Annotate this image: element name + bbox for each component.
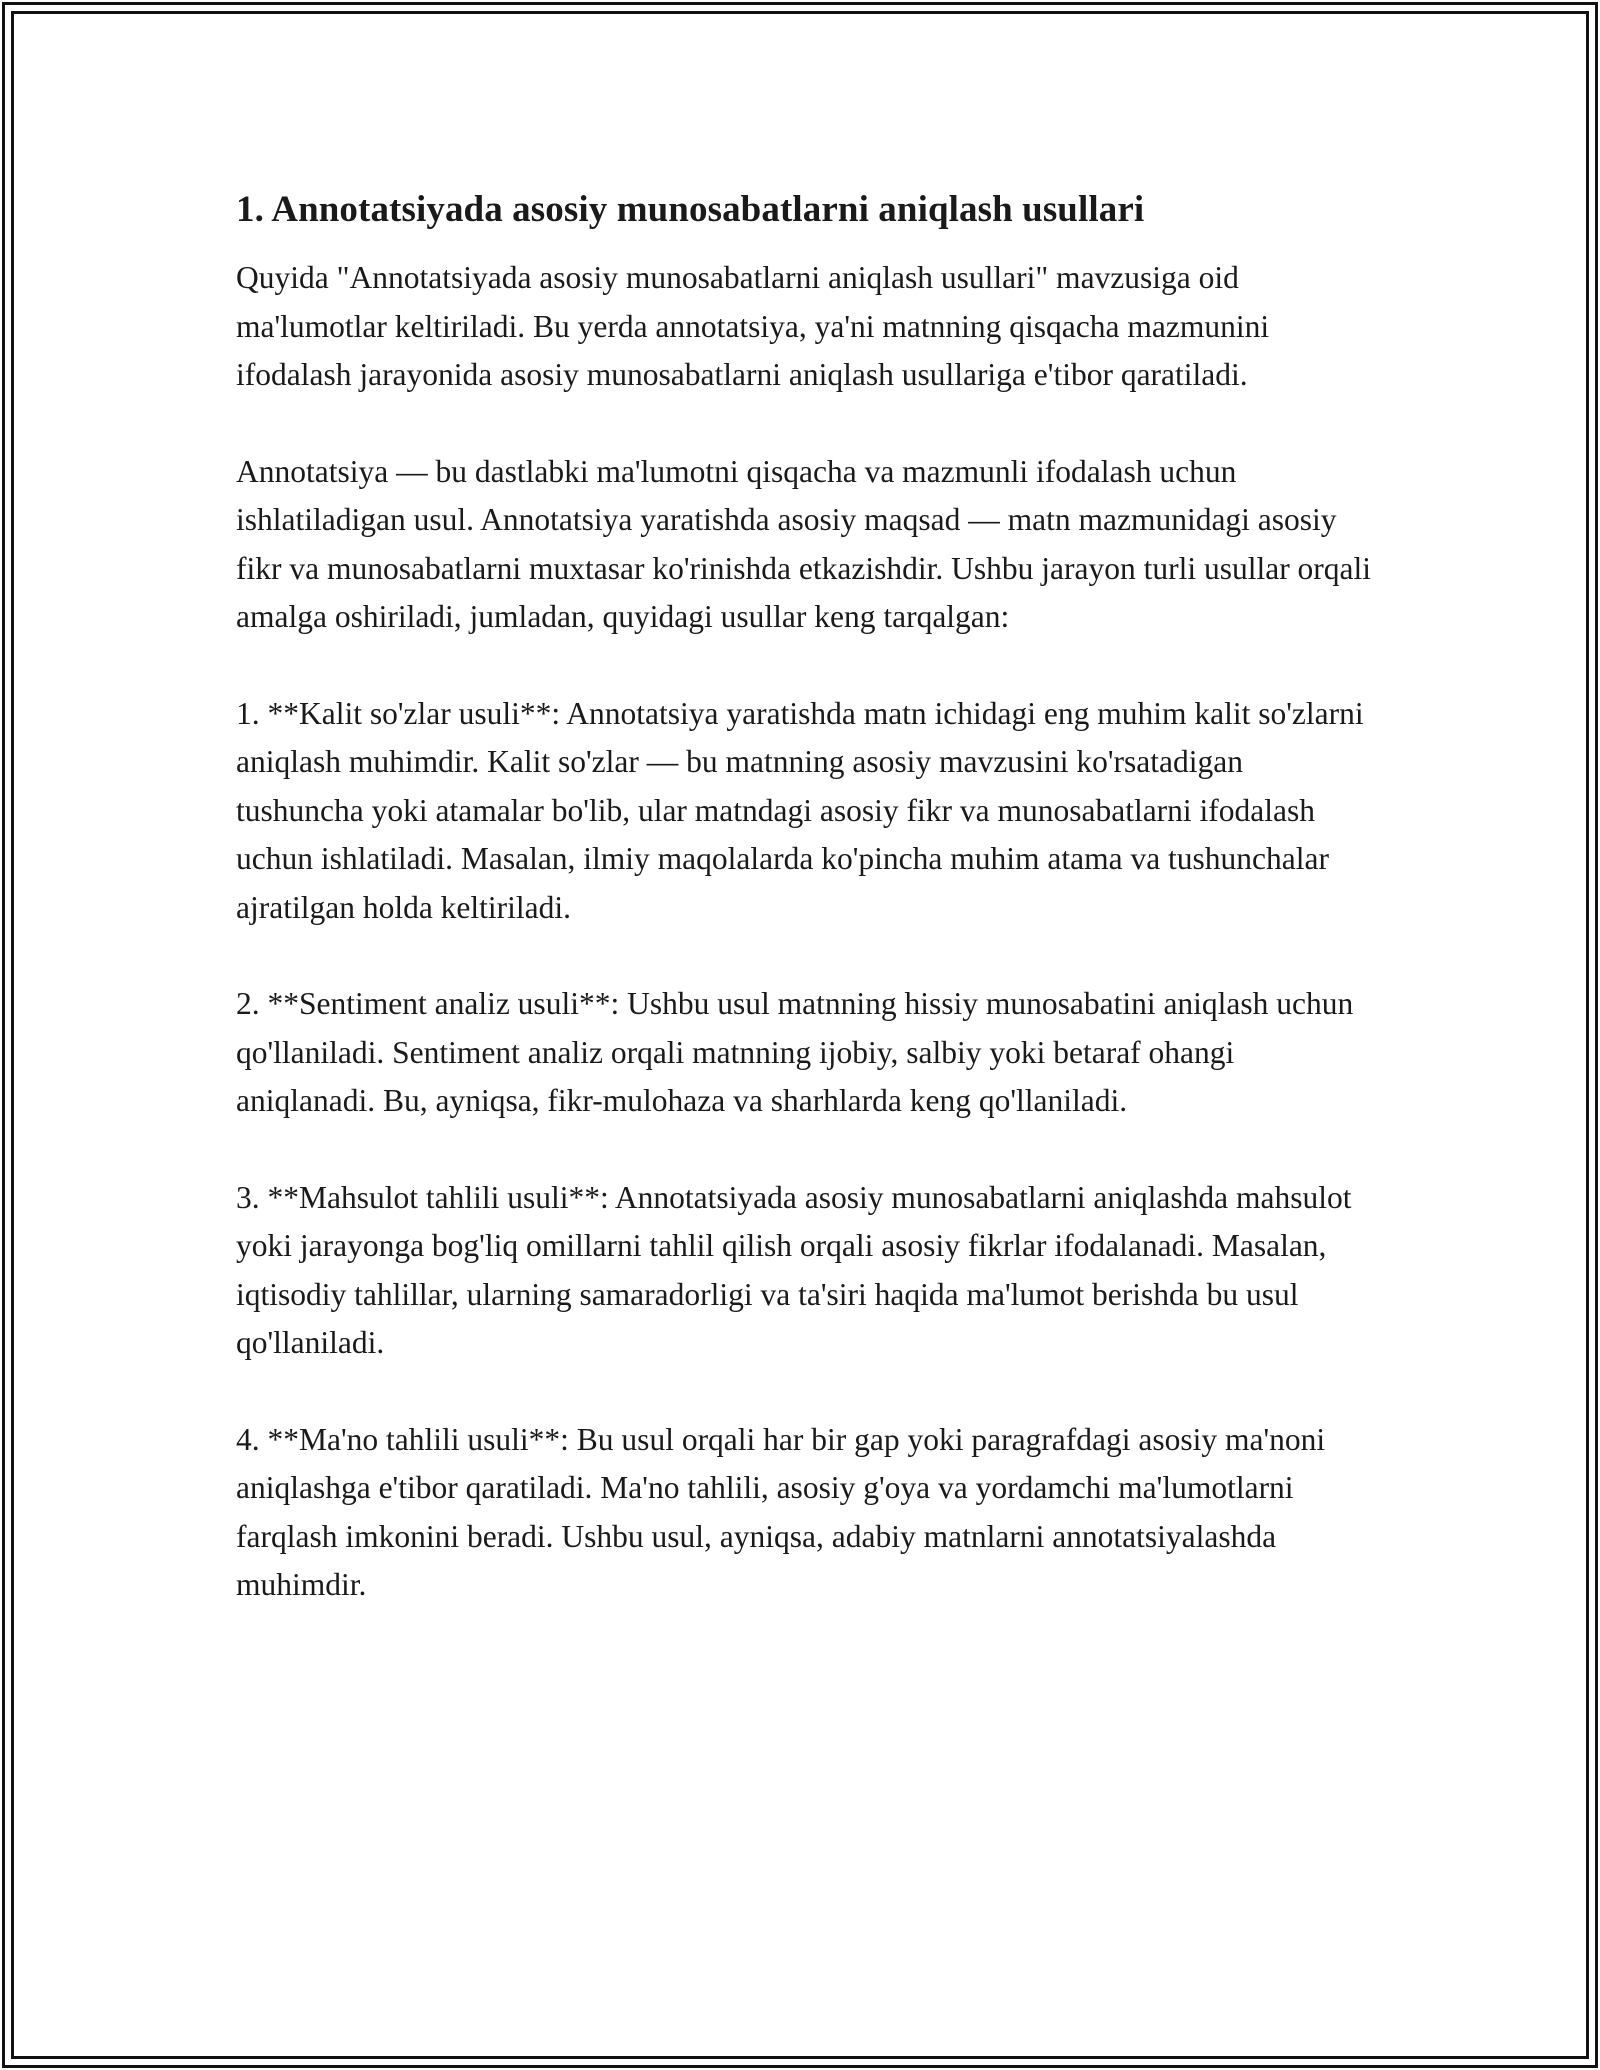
page-title: 1. Annotatsiyada asosiy munosabatlarni aniqlash usullari: [236, 189, 1145, 230]
method-keywords-paragraph: 1. **Kalit so'zlar usuli**: Annotatsiya yaratishda matn ichidagi eng muhim kalit so'zlarni aniqlash muhimdir. Kalit so'zlar — bu matnning asosiy mavzusini ko'rsatadigan tushuncha yoki atamalar bo'lib, ular matndagi asosiy fikr va munosabatlarni ifodalash uchun ishlatiladi. Masalan, ilmiy maqolalarda ko'pincha muhim atama va tushunchalar ajratilgan holda keltiriladi.: [236, 695, 1364, 925]
method-meaning-analysis-paragraph: 4. **Ma'no tahlili usuli**: Bu usul orqali har bir gap yoki paragrafdagi asosiy ma'noni aniqlashga e'tibor qaratiladi. Ma'no tahlili, asosiy g'oya va yordamchi ma'lumotlarni farqlash imkonini beradi. Ushbu usul, ayniqsa, adabiy matnlarni annotatsiyalashda muhimdir.: [236, 1421, 1326, 1602]
definition-paragraph: Annotatsiya — bu dastlabki ma'lumotni qisqacha va mazmunli ifodalash uchun ishlatiladigan usul. Annotatsiya yaratishda asosiy maqsad — matn mazmunidagi asosiy fikr va munosabatlarni muxtasar ko'rinishda etkazishdir. Ushbu jarayon turli usullar orqali amalga oshiriladi, jumladan, quyidagi usullar keng tarqalgan:: [236, 453, 1372, 634]
method-product-analysis-paragraph: 3. **Mahsulot tahlili usuli**: Annotatsiyada asosiy munosabatlarni aniqlashda mahsulot yoki jarayonga bog'liq omillarni tahlil qilish orqali asosiy fikrlar ifodalanadi. Masalan, iqtisodiy tahlillar, ularning samaradorligi va ta'siri haqida ma'lumot berishda bu usul qo'llaniladi.: [236, 1179, 1352, 1360]
document-body: [236, 186, 1376, 1658]
method-sentiment-paragraph: 2. **Sentiment analiz usuli**: Ushbu usul matnning hissiy munosabatini aniqlash uchun qo'llaniladi. Sentiment analiz orqali matnning ijobiy, salbiy yoki betaraf ohangi aniqlanadi. Bu, ayniqsa, fikr-mulohaza va sharhlarda keng qo'llaniladi.: [236, 986, 1354, 1118]
intro-paragraph: Quyida "Annotatsiyada asosiy munosabatlarni aniqlash usullari" mavzusiga oid ma'lumotlar keltiriladi. Bu yerda annotatsiya, ya'ni matnning qisqacha mazmunini ifodalash jarayonida asosiy munosabatlarni aniqlash usullariga e'tibor qaratiladi.: [236, 260, 1270, 392]
